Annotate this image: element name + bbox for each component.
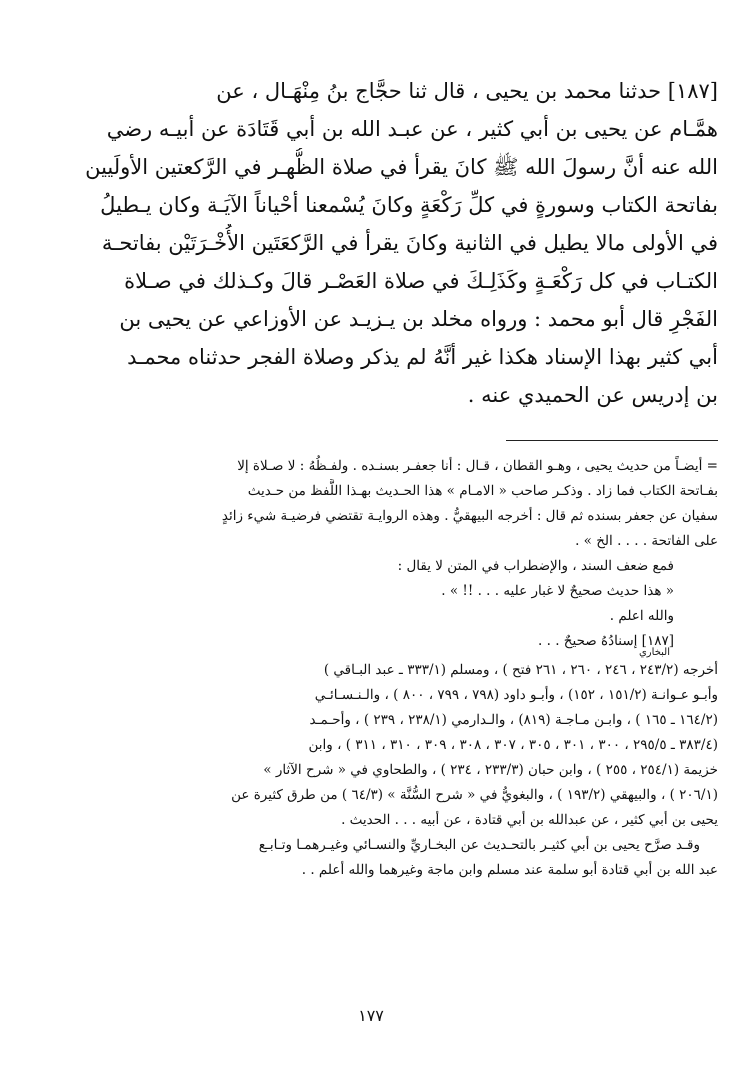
marginal-annotation: البخاري xyxy=(638,647,670,658)
footnote-line: = أيضـاً من حديث يحيى ، وهـو القطان ، قـال : أنا جعفـر بسنـده . ولفـظُهُ : لا صـلاة إلا xyxy=(237,458,718,474)
takhrij-heading: [١٨٧] إسنادُهُ صحيحٌ . . . xyxy=(538,633,674,649)
footnote-indented-line: « هذا حديث صحيحٌ لا غبار عليه . . . !! » . xyxy=(441,583,674,599)
footnote-line: على الفاتحة . . . . الخ » . xyxy=(575,533,718,549)
takhrij-line: (٢٠٦/١ ) ، والبيهقي (١٩٣/٢ ) ، والبغويُّ في « شرح السُّنَّة » (٦٤/٣ ) من طرق كثيرة عن xyxy=(231,787,718,803)
main-text-line: في الأولى مالا يطيل في الثانية وكانَ يقرأ في الرَّكعَتَين الأُخْـرَتَيْن بفاتحـة xyxy=(101,231,718,255)
footnotes xyxy=(52,454,718,883)
main-text-line: الكتـاب في كل رَكْعَـةٍ وكَذَلِـكَ في صلاة العَصْـر قالَ وكـذلك في صـلاة xyxy=(124,269,718,293)
main-hadith-text xyxy=(60,72,718,414)
takhrij-line: (٣٨٣/٤ ـ ٢٩٥/٥ ، ٣٠٠ ، ٣٠١ ، ٣٠٥ ، ٣٠٧ ، ٣٠٨ ، ٣٠٩ ، ٣١٠ ، ٣١١ ) ، وابن xyxy=(308,737,718,753)
main-text-line: أبي كثير بهذا الإسناد هكذا غير أنَّهُ لم يذكر وصلاة الفجر حدثناه محمـد xyxy=(127,345,718,369)
footnote-indented-line: والله اعلم . xyxy=(609,608,674,624)
main-text-line: همَّـام عن يحيى بن أبي كثير ، عن عبـد الله بن أبي قَتَادَة عن أبيـه رضي xyxy=(106,117,718,141)
takhrij-line: (١٦٤/٢ ـ ١٦٥ ) ، وابـن مـاجـة (٨١٩) ، والـدارمي (٢٣٨/١ ، ٢٣٩ ) ، وأحـمـد xyxy=(309,712,718,728)
closing-line: عبد الله بن أبي قتادة أبو سلمة عند مسلم وابن ماجة وغيرهما والله أعلم . . xyxy=(301,862,718,878)
page-number: ١٧٧ xyxy=(358,1006,384,1025)
footnote-divider xyxy=(506,440,718,441)
main-text-line: بن إدريس عن الحميدي عنه . xyxy=(467,383,718,407)
footnote-indented-line: فمع ضعف السند ، والإضطراب في المتن لا يقال : xyxy=(397,558,674,574)
takhrij-line: وأبـو عـوانـة (١٥١/٢ ، ١٥٢) ، وأبـو داود (٧٩٨ ، ٧٩٩ ، ٨٠٠ ) ، والـنـسـائـي xyxy=(314,687,718,703)
takhrij-line: خزيمة (٢٥٤/١ ، ٢٥٥ ) ، وابن حبان (٢٣٣/٣ ، ٢٣٤ ) ، والطحاوي في « شرح الآثار » xyxy=(263,762,718,778)
takhrij-line: يحيى بن أبي كثير ، عن عبدالله بن أبي قتادة ، عن أبيه . . . الحديث . xyxy=(341,812,718,828)
takhrij-line: أخرجه (٢٤٣/٢ ، ٢٤٦ ، ٢٦٠ ، ٢٦١ فتح ) ، ومسلم (٣٣٣/١ ـ عبد البـاقي ) xyxy=(323,662,718,678)
main-text-line: الفَجْرِ قال أبو محمد : ورواه مخلد بن يـزيـد عن الأوزاعي عن يحيى بن xyxy=(119,307,718,331)
closing-line: وقـد صرَّح يحيى بن أبي كثيـر بالتحـديث عن البخـاريِّ والنسـائي وغيـرهمـا وتـابـع xyxy=(258,837,700,853)
footnote-line: بفـاتحة الكتاب فما زاد . وذكـر صاحب « الامـام » هذا الحـديث بهـذا اللَّفظ من حـديث xyxy=(247,483,718,499)
main-text-line: بفاتحة الكتاب وسورةٍ في كلِّ رَكْعَةٍ وكانَ يُسْمعنا أحْياناً الآيَـة وكان يـطيلُ xyxy=(100,193,718,217)
footnote-line: سفيان عن جعفر بسنده ثم قال : أخرجه البيهقيُّ . وهذه الروايـة تقتضي فرضيـة شيء زائدٍ xyxy=(221,508,718,524)
main-text-line: [١٨٧] حدثنا محمد بن يحيى ، قال ثنا حجَّاج بنُ مِنْهَـال ، عن xyxy=(216,79,718,103)
main-text-line: الله عنه أنَّ رسولَ الله ﷺ كانَ يقرأ في صلاة الظُّهـر في الرَّكعتين الأولَيين xyxy=(85,155,718,179)
